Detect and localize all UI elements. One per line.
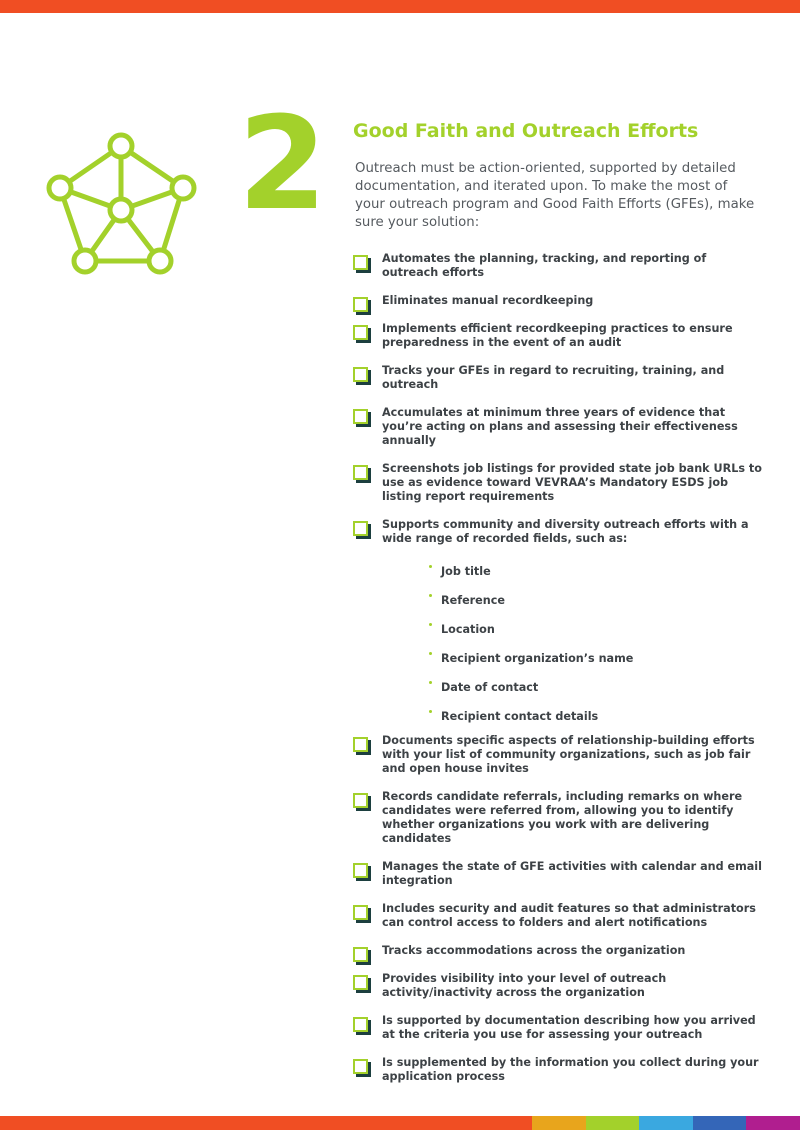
checklist-item: Accumulates at minimum three years of evidence that you’re acting on plans and assessing their effectiveness annually xyxy=(352,406,762,448)
checklist-item: Implements efficient recordkeeping practices to ensure preparedness in the event of an audit xyxy=(352,322,762,350)
network-icon xyxy=(40,128,202,280)
checkbox-icon xyxy=(353,255,368,270)
checklist-item: Is supplemented by the information you collect during your application process xyxy=(352,1056,762,1084)
recorded-field-item: Reference xyxy=(438,589,762,604)
checkbox-icon xyxy=(353,975,368,990)
section-title: Good Faith and Outreach Efforts xyxy=(353,120,699,142)
checkbox-icon xyxy=(353,737,368,752)
footer-color-bar xyxy=(0,1116,800,1130)
checklist-item: Provides visibility into your level of outreach activity/inactivity across the organization xyxy=(352,972,762,1000)
feature-checklist xyxy=(352,252,762,1098)
footer-stripe xyxy=(639,1116,693,1130)
checkbox-icon xyxy=(353,409,368,424)
checklist-item: Eliminates manual recordkeeping xyxy=(352,294,762,308)
bullet-icon xyxy=(429,594,432,597)
checklist-item: Screenshots job listings for provided state job bank URLs to use as evidence toward VEVRAA’s Mandatory ESDS job listing report requirements xyxy=(352,462,762,504)
footer-stripe xyxy=(532,1116,586,1130)
footer-stripe-main xyxy=(0,1116,532,1130)
recorded-field-item: Recipient contact details xyxy=(438,705,762,720)
checklist-item: Manages the state of GFE activities with calendar and email integration xyxy=(352,860,762,888)
checklist-item: Automates the planning, tracking, and reporting of outreach efforts xyxy=(352,252,762,280)
bullet-icon xyxy=(429,710,432,713)
bullet-icon xyxy=(429,652,432,655)
checkbox-icon xyxy=(353,367,368,382)
footer-stripe xyxy=(746,1116,800,1130)
checkbox-icon xyxy=(353,521,368,536)
footer-stripe xyxy=(693,1116,747,1130)
checkbox-icon xyxy=(353,297,368,312)
checklist-item: Records candidate referrals, including remarks on where candidates were referred from, allowing you to identify whether organizations you work with are delivering candidates xyxy=(352,790,762,846)
intro-paragraph: Outreach must be action-oriented, supported by detailed documentation, and iterated upon. To make the most of your outreach program and Good Faith Efforts (GFEs), make sure your solution: xyxy=(355,161,755,230)
bullet-icon xyxy=(429,681,432,684)
bullet-icon xyxy=(429,623,432,626)
checklist-item: Supports community and diversity outreach efforts with a wide range of recorded fields, such as: Job title Reference Location Recipient organization’s name Date of contact Recipient contact details xyxy=(352,518,762,720)
checkbox-icon xyxy=(353,465,368,480)
checkbox-icon xyxy=(353,325,368,340)
recorded-fields-list xyxy=(382,560,762,723)
checklist-item: Documents specific aspects of relationship-building efforts with your list of community organizations, such as job fair and open house invites xyxy=(352,734,762,776)
top-accent-bar xyxy=(0,0,800,13)
checkbox-icon xyxy=(353,947,368,962)
footer-stripe xyxy=(586,1116,640,1130)
checkbox-icon xyxy=(353,793,368,808)
checklist-item: Tracks accommodations across the organization xyxy=(352,944,762,958)
checklist-item: Is supported by documentation describing how you arrived at the criteria you use for assessing your outreach xyxy=(352,1014,762,1042)
checkbox-icon xyxy=(353,863,368,878)
checkbox-icon xyxy=(353,1017,368,1032)
recorded-field-item: Recipient organization’s name xyxy=(438,647,762,662)
recorded-field-item: Date of contact xyxy=(438,676,762,691)
checkbox-icon xyxy=(353,1059,368,1074)
bullet-icon xyxy=(429,565,432,568)
section-number: 2 xyxy=(238,90,324,239)
checkbox-icon xyxy=(353,905,368,920)
checklist-item: Tracks your GFEs in regard to recruiting, training, and outreach xyxy=(352,364,762,392)
recorded-field-item: Job title xyxy=(438,560,762,575)
recorded-field-item: Location xyxy=(438,618,762,633)
checklist-item: Includes security and audit features so that administrators can control access to folders and alert notifications xyxy=(352,902,762,930)
